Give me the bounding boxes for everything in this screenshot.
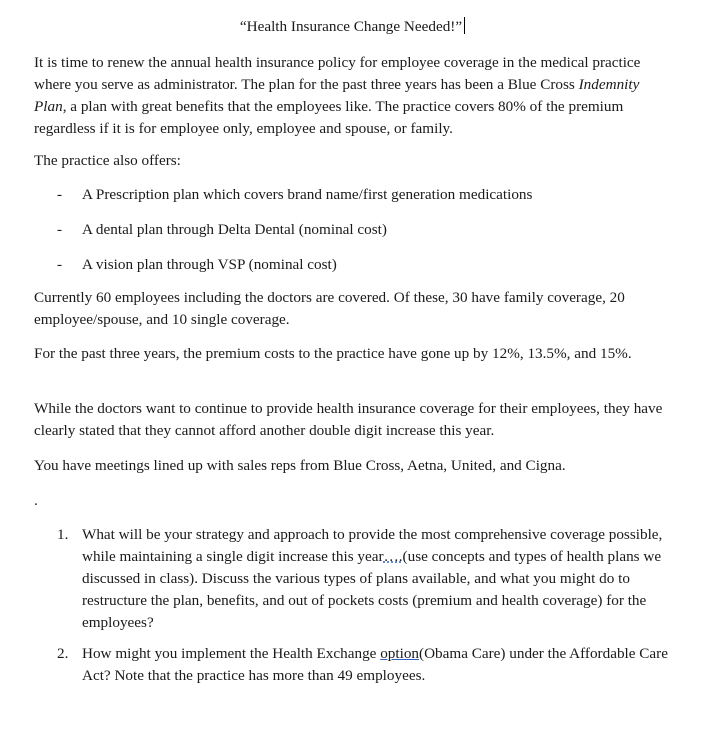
plan-name: Indemnity Plan bbox=[34, 76, 640, 115]
meetings-paragraph: You have meetings lined up with sales reps from Blue Cross, Aetna, United, and Cigna. bbox=[34, 457, 566, 474]
bullet-dash: - bbox=[57, 221, 63, 238]
document-page: “Health Insurance Change Needed!” It is time to renew the annual health insurance policy for employee coverage in the medical practice where you serve as administrator. The plan for the past three years has been a Blue Cross Indemnity Plan, a plan with great benefits that the employees like. The practice covers 80% of the premium regardless if it is for employee only, employee and spouse, or family. The practice also offers: - A Prescription plan which covers brand name/first generation medications - A dental plan through Delta Dental (nominal cost) - A vision plan through VSP (nominal cost) Currently 60 employees including the doctors are covered. Of these, 30 have family coverage, 20 employee/spouse, and 10 single coverage. For the past three years, the premium costs to the practice have gone up by 12%, 13.5%, and 15%. While the doctors want to continue to provide health insurance coverage for their employees, they have clearly stated that they cannot afford another double digit increase this year. You have meetings lined up with sales reps from Blue Cross, Aetna, United, and Cigna. . 1. What will be your strategy and approach to provide the most comprehensive coverage possible, while maintaining a single digit increase this year….(use concepts and types of health plans we discussed in class). Discuss the various types of plans available, and what you might do to restructure the plan, benefits, and out of pockets costs (premium and health coverage) for the employees? 2. How might you implement the Health Exchange option(Obama Care) under the Affordable Care Act? Note that the practice has more than 49 employees. bbox=[0, 0, 705, 742]
stray-period: . bbox=[34, 492, 38, 509]
underlined-word: option bbox=[380, 645, 420, 662]
bullet-dash: - bbox=[57, 256, 63, 273]
bullet-dash: - bbox=[57, 186, 63, 203]
title-text: “Health Insurance Change Needed!” bbox=[239, 18, 463, 35]
employees-paragraph: Currently 60 employees including the doctors are covered. Of these, 30 have family coverage, 20 employee/spouse, and 10 single coverage. bbox=[34, 289, 625, 328]
premium-paragraph: For the past three years, the premium costs to the practice have gone up by 12%, 13.5%, and 15%. bbox=[34, 345, 632, 362]
spelling-marked-text: …. bbox=[383, 548, 403, 565]
question-text: How might you implement the Health Exchange option(Obama Care) under the Affordable Care Act? Note that the practice has more than 49 employees. bbox=[82, 645, 668, 684]
doctors-paragraph: While the doctors want to continue to provide health insurance coverage for their employees, they have clearly stated that they cannot afford another double digit increase this year. bbox=[34, 400, 663, 439]
document-title bbox=[0, 16, 705, 38]
intro-paragraph: It is time to renew the annual health insurance policy for employee coverage in the medical practice where you serve as administrator. The plan for the past three years has been a Blue Cross Indemnity Plan, a plan with great benefits that the employees like. The practice covers 80% of the premium regardless if it is for employee only, employee and spouse, or family. bbox=[34, 54, 641, 137]
question-number: 1. bbox=[57, 526, 69, 543]
question-number: 2. bbox=[57, 645, 69, 662]
offers-heading: The practice also offers: bbox=[34, 152, 181, 169]
question-text: What will be your strategy and approach to provide the most comprehensive coverage possible, while maintaining a single digit increase this year….(use concepts and types of health plans we discussed in class). Discuss the various types of plans available, and what you might do to restructure the plan, benefits, and out of pockets costs (premium and health coverage) for the employees? bbox=[82, 526, 663, 631]
text-cursor bbox=[464, 17, 465, 34]
